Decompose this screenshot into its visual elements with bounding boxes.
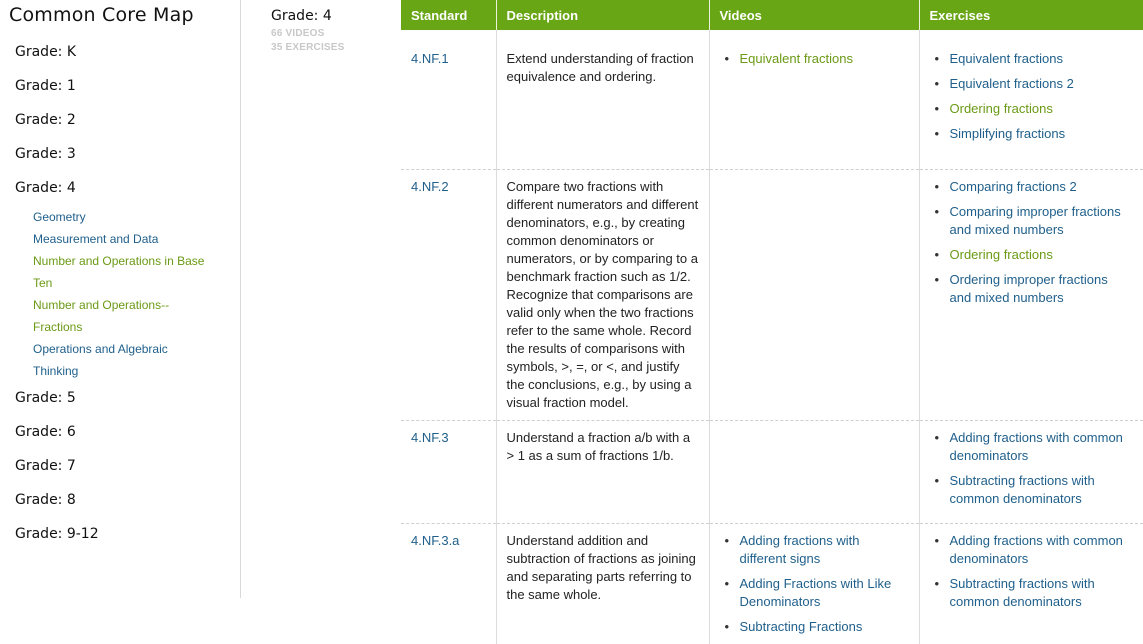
- grade-item[interactable]: Grade: 5: [15, 390, 76, 406]
- table-row: [401, 30, 1143, 170]
- exercise-link[interactable]: • Adding fractions with common denominators: [930, 532, 1134, 568]
- exercise-link[interactable]: • Subtracting fractions with common denominators: [930, 575, 1134, 611]
- description-cell: Understand addition and subtraction of fractions as joining and separating parts referring to the same whole.: [496, 524, 709, 644]
- grade-item[interactable]: Grade: 8: [15, 492, 76, 508]
- standard-cell: [401, 524, 496, 644]
- video-link[interactable]: • Adding Fractions with Like Denominators: [720, 575, 909, 611]
- videos-cell: [709, 421, 919, 524]
- domain-link[interactable]: Operations and Algebraic: [33, 342, 168, 356]
- grade-item[interactable]: Grade: 1: [15, 78, 76, 94]
- table-header-row: [401, 0, 1143, 30]
- exercise-link[interactable]: • Simplifying fractions: [930, 125, 1134, 143]
- table-row: [401, 170, 1143, 421]
- exercises-cell: [919, 30, 1143, 170]
- domain-link[interactable]: Ten: [33, 276, 53, 290]
- grade-item[interactable]: Grade: 4: [15, 180, 76, 196]
- grade-sub-list: [33, 206, 235, 382]
- header-description: Description: [496, 0, 709, 30]
- standard-cell: [401, 421, 496, 524]
- domain-link[interactable]: Number and Operations--: [33, 298, 170, 312]
- video-link[interactable]: • Adding fractions with different signs: [720, 532, 909, 568]
- description-cell: Understand a fraction a/b with a > 1 as a sum of fractions 1/b.: [496, 421, 709, 524]
- table-body: [401, 30, 1143, 644]
- exercise-link[interactable]: • Comparing fractions 2: [930, 178, 1134, 196]
- exercise-link[interactable]: • Equivalent fractions 2: [930, 75, 1134, 93]
- domain-link[interactable]: Fractions: [33, 320, 83, 334]
- standard-code-link[interactable]: 4.NF.1: [411, 51, 449, 66]
- video-link[interactable]: • Subtracting Fractions: [720, 618, 909, 636]
- description-cell: Compare two fractions with different numerators and different denominators, e.g., by creating common denominators or numerators, or by comparing to a benchmark fraction such as 1/2. Recognize that comparisons are valid only when the two fractions refer to the same whole. Record the results of comparisons with symbols, >, =, or <, and justify the conclusions, e.g., by using a visual fraction model.: [496, 170, 709, 421]
- videos-list: [720, 532, 909, 636]
- videos-cell: [709, 524, 919, 644]
- standard-cell: [401, 30, 496, 170]
- videos-count: 66 VIDEOS: [271, 28, 325, 39]
- exercise-link[interactable]: • Comparing improper fractions and mixed numbers: [930, 203, 1134, 239]
- grade-list: [15, 42, 235, 558]
- domain-link[interactable]: Geometry: [33, 210, 86, 224]
- header-videos: Videos: [709, 0, 919, 30]
- header-exercises: Exercises: [919, 0, 1143, 30]
- exercises-cell: [919, 524, 1143, 644]
- grade-item[interactable]: Grade: K: [15, 44, 77, 60]
- exercise-link[interactable]: • Subtracting fractions with common denominators: [930, 472, 1134, 508]
- videos-cell: [709, 170, 919, 421]
- standard-cell: [401, 170, 496, 421]
- exercises-list: [930, 532, 1134, 611]
- standard-code-link[interactable]: 4.NF.2: [411, 179, 449, 194]
- videos-list: [720, 50, 909, 68]
- exercise-link[interactable]: • Ordering fractions: [930, 246, 1134, 264]
- standards-table: [401, 0, 1143, 644]
- sidebar: [0, 0, 241, 598]
- grade-item[interactable]: Grade: 3: [15, 146, 76, 162]
- grade-summary-title: Grade: 4: [271, 8, 332, 24]
- exercise-link[interactable]: • Ordering fractions: [930, 100, 1134, 118]
- domain-link[interactable]: Thinking: [33, 364, 79, 378]
- grade-summary: [271, 8, 345, 55]
- domain-link[interactable]: Number and Operations in Base: [33, 254, 205, 268]
- domain-link[interactable]: Measurement and Data: [33, 232, 159, 246]
- table-row: [401, 421, 1143, 524]
- exercises-cell: [919, 421, 1143, 524]
- sidebar-title: Common Core Map: [9, 4, 194, 26]
- video-link[interactable]: • Equivalent fractions: [720, 50, 909, 68]
- grade-item[interactable]: Grade: 2: [15, 112, 76, 128]
- exercises-list: [930, 429, 1134, 508]
- exercise-link[interactable]: • Ordering improper fractions and mixed numbers: [930, 271, 1134, 307]
- grade-item[interactable]: Grade: 9-12: [15, 526, 99, 542]
- exercises-list: [930, 50, 1134, 143]
- exercise-link[interactable]: • Adding fractions with common denominators: [930, 429, 1134, 465]
- header-standard: Standard: [401, 0, 496, 30]
- table-row: [401, 524, 1143, 644]
- exercises-list: [930, 178, 1134, 307]
- exercises-cell: [919, 170, 1143, 421]
- videos-cell: [709, 30, 919, 170]
- grade-item[interactable]: Grade: 6: [15, 424, 76, 440]
- grade-item[interactable]: Grade: 7: [15, 458, 76, 474]
- standard-code-link[interactable]: 4.NF.3: [411, 430, 449, 445]
- standard-code-link[interactable]: 4.NF.3.a: [411, 533, 460, 548]
- exercises-count: 35 EXERCISES: [271, 42, 345, 53]
- description-cell: Extend understanding of fraction equivalence and ordering.: [496, 30, 709, 170]
- exercise-link[interactable]: • Equivalent fractions: [930, 50, 1134, 68]
